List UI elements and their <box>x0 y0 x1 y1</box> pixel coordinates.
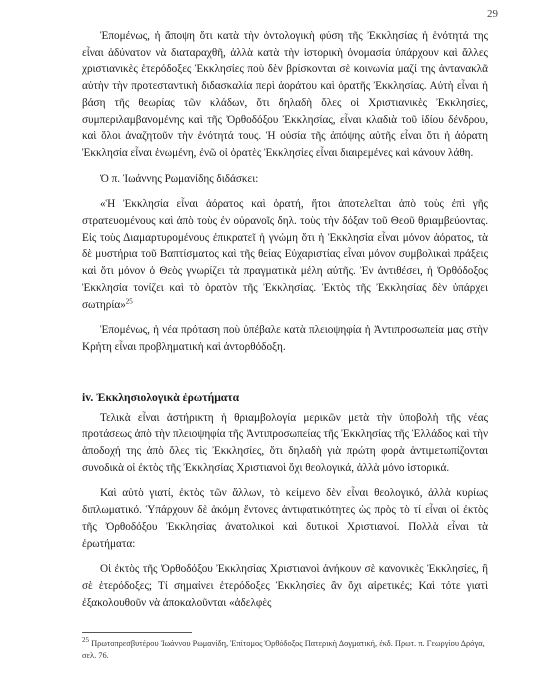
footnote <box>82 638 488 662</box>
paragraph-ontological-view: Ἐπομένως, ἡ ἄποψη ὅτι κατὰ τὴν ὀντολογικὴ φύση τῆς Ἐκκλησίας ἡ ἑνότητά της εἶναι ἀδύνατον νὰ διαταραχθῆ, ἀλλὰ κατὰ τὴν ἱστορικὴ ὀνομασία ὑπάρχουν καὶ ἄλλες χριστιανικὲς ἑτερόδοξες Ἐκκλησίες ποὺ δὲν βρίσκονται σὲ κοινωνία μαζί της ἀντανακλᾶ αὐτὴν τὴν προτεσταντικὴ διδασκαλία περὶ ἀοράτου καὶ ὁρατῆς Ἐκκλησίας. Αὐτὴ εἶναι ἡ βάση τῆς θεωρίας τῶν κλάδων, ὅτι δηλαδὴ ὅλες οἱ Χριστιανικὲς Ἐκκλησίες, συμπεριλαμβανομένης καὶ τῆς Ὀρθοδόξου Ἐκκλησίας, εἶναι κλαδιὰ τοῦ ἰδίου δένδρου, καὶ ὅλοι ἀναζητοῦν τὴν ἑνότητά τους. Ἡ οὐσία τῆς ἀπόψης αὐτῆς εἶναι ὅτι ἡ ἀόρατη Ἐκκλησία εἶναι ἑνωμένη, ἐνῶ οἱ ὁρατὲς Ἐκκλησίες εἶναι διαιρεμένες καὶ κάνουν λάθη. <box>82 30 488 159</box>
paragraph-triumphalism: Τελικὰ εἶναι ἀστήρικτη ἡ θριαμβολογία μερικῶν μετὰ τὴν ὑποβολὴ τῆς νέας προτάσεως ἀπὸ τὴν πλειοψηφία τῆς Ἀντιπροσωπείας τῆς Ἐκκλησίας τῆς Ἑλλάδος καὶ τὴν ἀποδοχή της ἀπὸ ὅλες τὶς Ἐκκλησίες, ὅτι δηλαδὴ γιὰ πρώτη φορὰ ἀντιμετωπίζονται συνοδικὰ οἱ ἐκτὸς τῆς Ἐκκλησίας Χριστιανοὶ ὄχι θεολογικά, ἀλλὰ μόνο ἱστορικά. <box>82 411 488 474</box>
paragraph-diplomatic-text: Καὶ αὐτὸ γιατί, ἐκτὸς τῶν ἄλλων, τὸ κείμενο δὲν εἶναι θεολογικό, ἀλλὰ κυρίως διπλωματικό. Ὑπάρχουν δὲ ἀκόμη ἔντονες ἀντιφατικότητες ὡς πρὸς τὸ τί εἶναι οἱ ἐκτὸς τῆς Ὀρθοδόξου Ἐκκλησίας ἀνατολικοὶ καὶ δυτικοὶ Χριστιανοί. Πολλὰ εἶναι τὰ ἐρωτήματα: <box>82 487 488 550</box>
page-body <box>82 28 488 611</box>
footnote-divider <box>82 632 192 633</box>
paragraph-conclusion: Ἐπομένως, ἡ νέα πρόταση ποὺ ὑπέβαλε κατὰ πλειοψηφία ἡ Ἀντιπροσωπεία μας στὴν Κρήτη εἶναι προβληματικὴ καὶ ἀντορθόδοξη. <box>82 324 488 353</box>
page-number: 29 <box>487 8 498 20</box>
section-heading: iv. Ἐκκλησιολογικὰ ἐρωτήματα <box>82 390 240 404</box>
paragraph-questions: Οἱ ἐκτὸς τῆς Ὀρθοδόξου Ἐκκλησίας Χριστιανοὶ ἀνήκουν σὲ κανονικὲς Ἐκκλησίες, ἢ σὲ ἑτερόδοξες; Τί σημαίνει ἑτερόδοξες Ἐκκλησίες ἂν ὄχι αἱρετικές; Καὶ τότε γιατὶ ἐξακολουθοῦν νὰ ἀποκαλοῦνται «ἀδελφὲς <box>82 563 488 609</box>
romanides-quote <box>82 196 488 313</box>
footnote-marker: 25 <box>82 636 89 645</box>
quote-text: «Ἡ Ἐκκλησία εἶναι ἀόρατος καὶ ὁρατή, ἤτοι ἀποτελεῖται ἀπὸ τοὺς ἐπὶ γῆς στρατευομένους καὶ ἀπὸ τοὺς ἐν οὐρανοῖς δηλ. τοὺς τὴν δόξαν τοῦ Θεοῦ θριαμβεύοντας. Εἰς τοὺς Διαμαρτυρομένους ἐπικρατεῖ ἡ γνώμη ὅτι ἡ Ἐκκλησία εἶναι μόνον ἀόρατος, τὰ δὲ μυστήρια τοῦ Βαπτίσματος καὶ τῆς θείας Εὐχαριστίας εἶναι μόνον συμβολικαὶ πράξεις καὶ ὅτι μόνον ὁ Θεὸς γνωρίζει τὰ πραγματικὰ μέλη αὐτῆς. Ἐν ἀντιθέσει, ἡ Ὀρθόδοξος Ἐκκλησία τονίζει καὶ τὸ ὁρατὸν τῆς Ἐκκλησίας. Ἐκτὸς τῆς Ἐκκλησίας δὲν ὑπάρχει σωτηρία» <box>82 198 488 311</box>
paragraph-romanides-intro: Ὁ π. Ἰωάννης Ρωμανίδης διδάσκει: <box>100 172 259 185</box>
footnote-text: Πρωτοπρεσβυτέρου Ἰωάννου Ρωμανίδη, Ἐπίτομος Ὀρθόδοξος Πατερικὴ Δογματική, ἐκδ. Πρωτ. π. Γεωργίου Δράγα, σελ. 76. <box>82 639 485 660</box>
footnote-ref: 25 <box>125 296 133 305</box>
